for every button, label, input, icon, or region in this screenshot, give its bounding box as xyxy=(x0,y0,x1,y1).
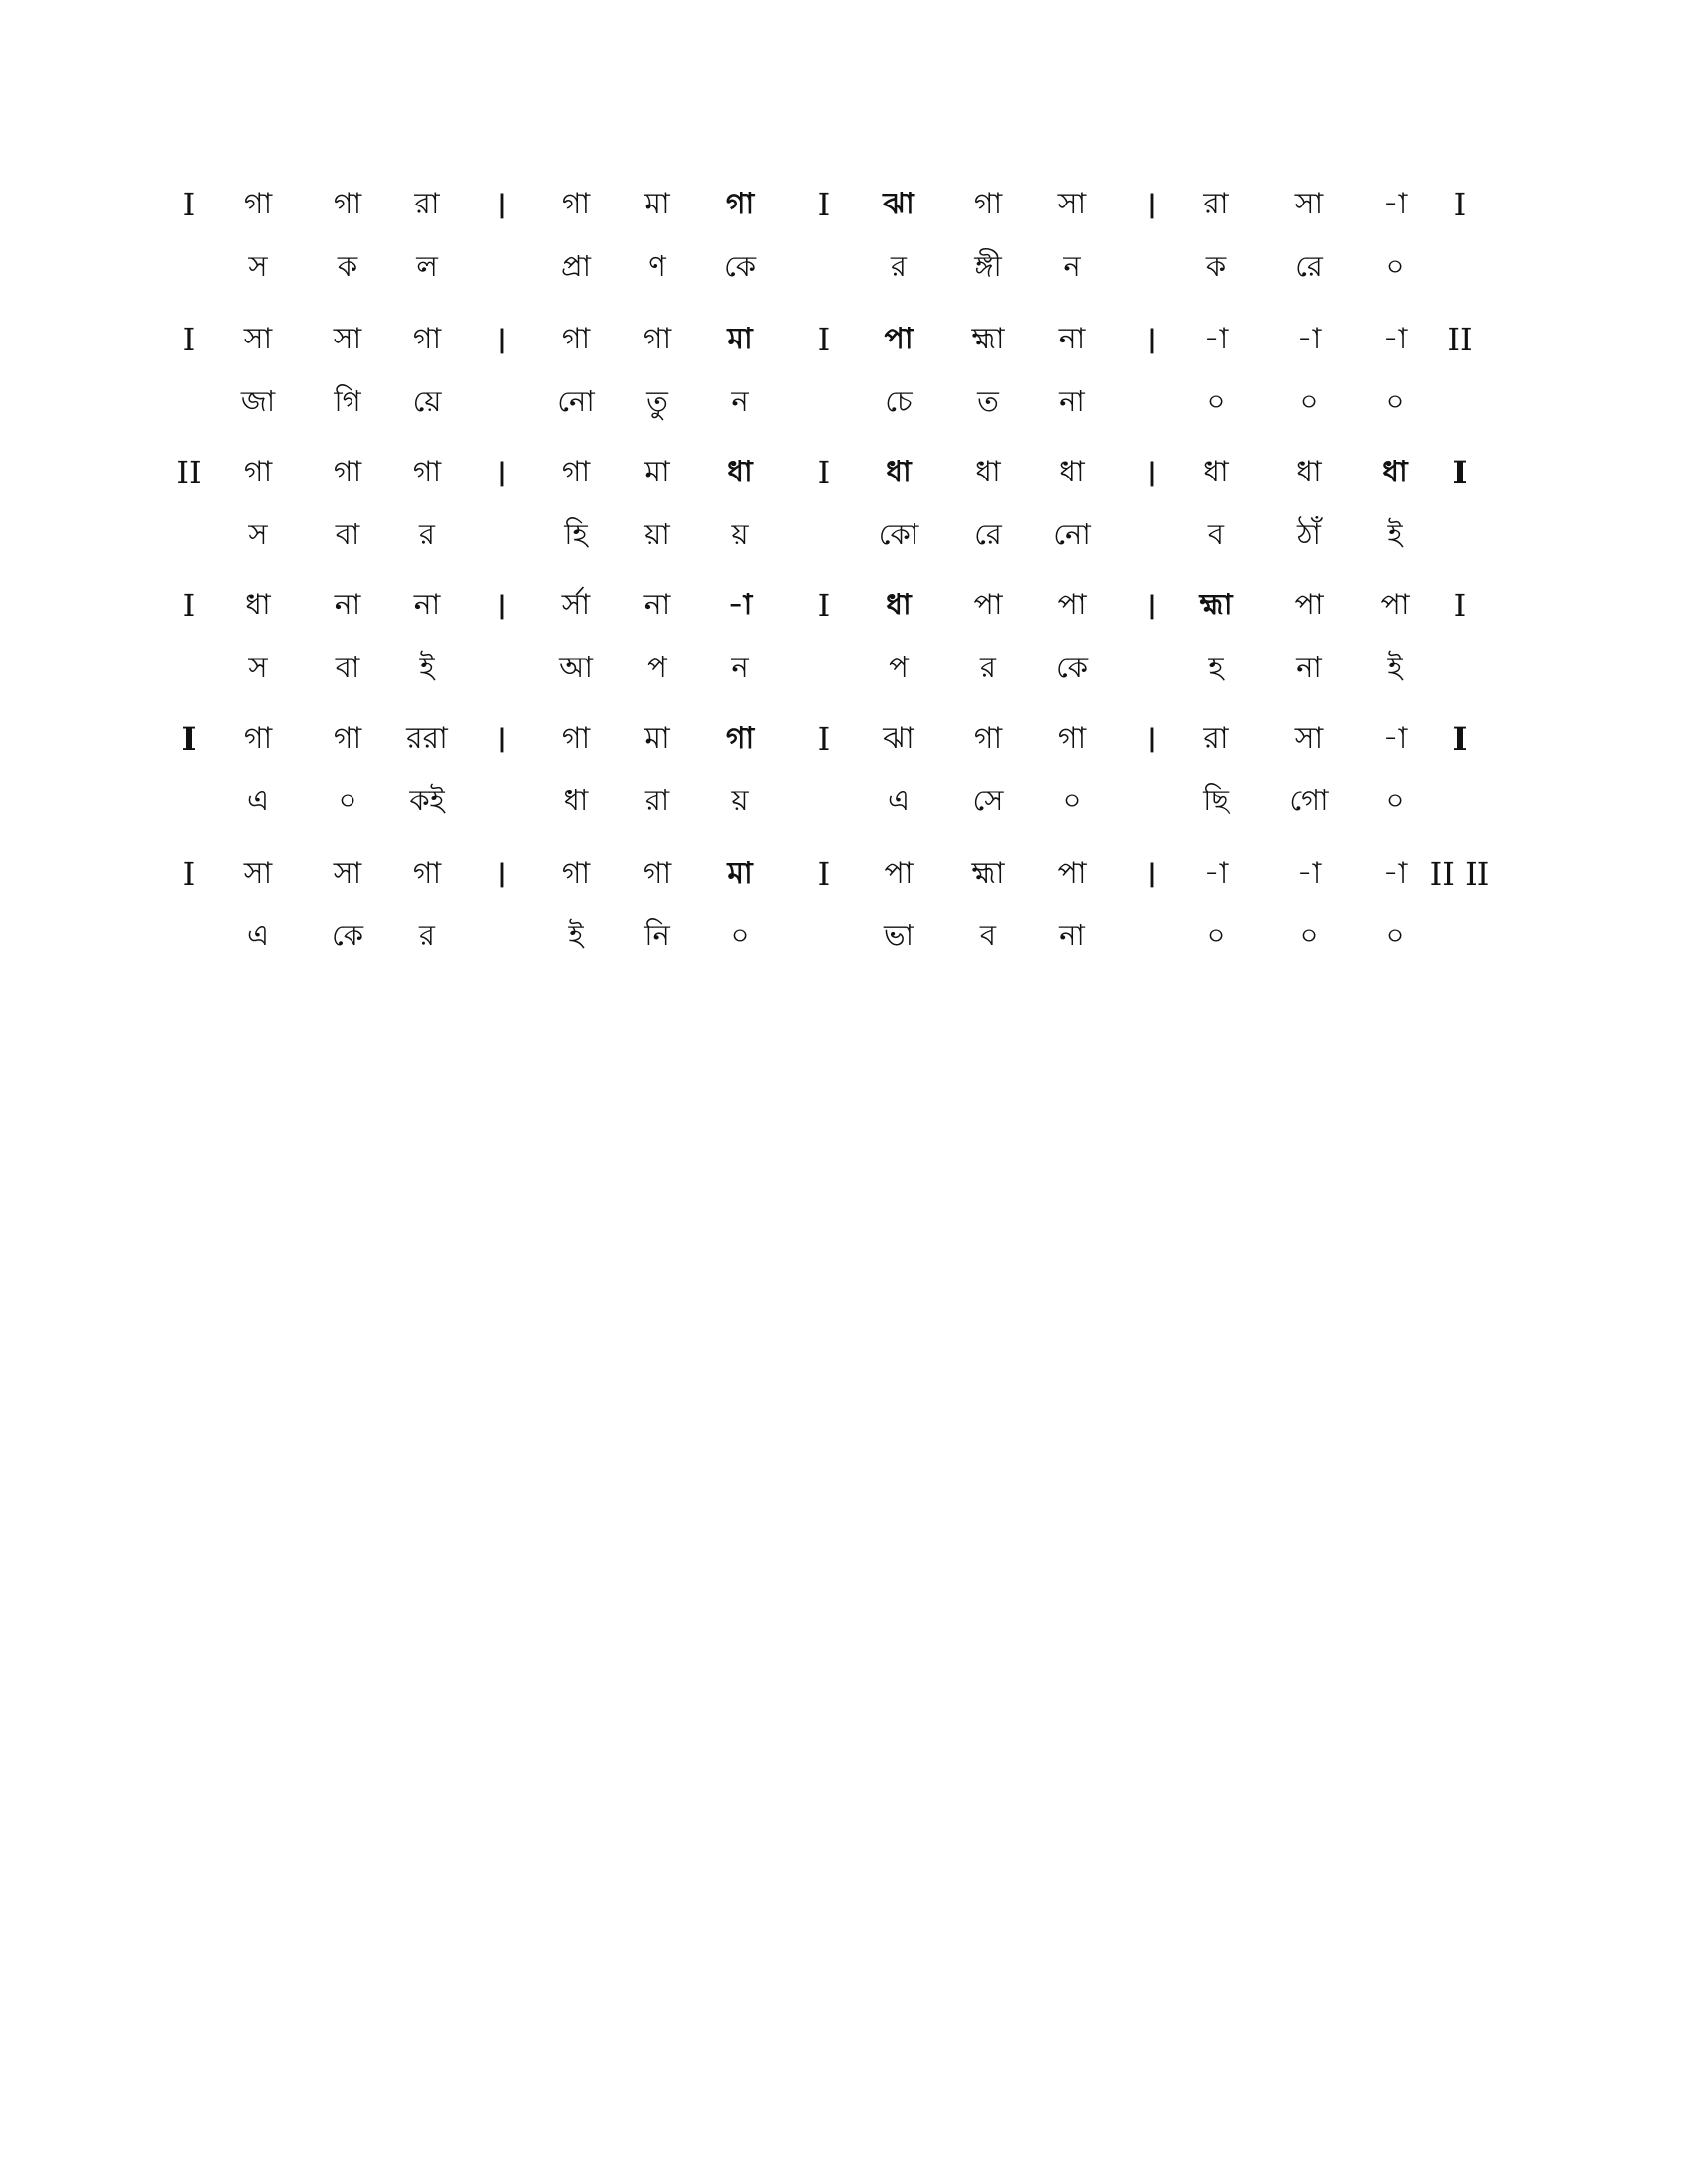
lyric-syllable: ভা xyxy=(883,918,914,952)
swara-note: ঝা xyxy=(883,721,914,755)
lyric-syllable: ন xyxy=(731,384,749,418)
lyric-syllable: ব xyxy=(979,918,997,952)
swara-note: গা xyxy=(412,322,442,356)
swara-note: হ্মা xyxy=(1199,588,1233,622)
swara-note: গা xyxy=(243,187,273,221)
lyric-syllable: ক xyxy=(1205,249,1227,283)
swara-note: গা xyxy=(642,322,672,356)
lyric-syllable: গি xyxy=(334,384,361,418)
bar-line: I xyxy=(1452,454,1468,491)
beat-divider: | xyxy=(497,190,507,219)
lyric-syllable: বা xyxy=(335,650,360,684)
lyric-syllable: য় xyxy=(731,783,749,817)
lyric-syllable: গো xyxy=(1289,783,1329,817)
lyric-syllable: ০ xyxy=(1385,918,1405,952)
swara-note: গা xyxy=(561,322,591,356)
lyric-syllable: প্রা xyxy=(560,249,592,283)
lyric-syllable: কো xyxy=(878,517,919,551)
swara-note: মা xyxy=(644,455,670,489)
lyric-syllable: ০ xyxy=(1385,783,1405,817)
swara-note: -া xyxy=(727,588,753,622)
lyric-syllable: এ xyxy=(246,783,270,817)
lyric-syllable: নি xyxy=(644,918,670,952)
swara-note: ধা xyxy=(1382,455,1408,489)
swara-note: গা xyxy=(973,187,1003,221)
lyric-syllable: বা xyxy=(335,517,360,551)
lyric-syllable: ০ xyxy=(1062,783,1082,817)
swara-note: গা xyxy=(243,455,273,489)
bar-line: I xyxy=(817,454,831,491)
swara-note: সা xyxy=(333,322,362,356)
swara-line xyxy=(0,586,1688,645)
bar-line: I xyxy=(182,186,196,223)
swara-note: রা xyxy=(414,187,440,221)
swara-note: গা xyxy=(642,856,672,890)
lyric-syllable: এ xyxy=(246,918,270,952)
lyric-syllable: ধা xyxy=(563,783,589,817)
swara-note: ধা xyxy=(1296,455,1322,489)
bar-line: I xyxy=(817,720,831,757)
swara-note: পা xyxy=(884,856,914,890)
swara-note: মা xyxy=(644,187,670,221)
swara-note: মা xyxy=(644,721,670,755)
lyric-syllable: স xyxy=(248,517,268,551)
lyric-syllable: রা xyxy=(644,783,670,817)
swara-note: পা xyxy=(1380,588,1410,622)
swara-note: -া xyxy=(1203,856,1229,890)
swara-note: ধা xyxy=(975,455,1001,489)
swara-note: -া xyxy=(1296,322,1322,356)
swara-note: ঝা xyxy=(883,187,914,221)
lyric-syllable: হ xyxy=(1208,650,1224,684)
bar-line: I xyxy=(1453,186,1467,223)
swara-note: গা xyxy=(333,455,362,489)
bar-line: I xyxy=(817,321,831,358)
swara-note: সা xyxy=(1057,187,1087,221)
beat-divider: | xyxy=(497,859,507,888)
lyric-syllable: না xyxy=(1059,918,1085,952)
lyric-syllable: আ xyxy=(559,650,593,684)
swara-line xyxy=(0,719,1688,778)
lyric-syllable: ০ xyxy=(1206,384,1226,418)
lyric-syllable: র xyxy=(891,249,907,283)
lyric-syllable: র xyxy=(419,517,435,551)
lyric-syllable: ত xyxy=(977,384,999,418)
bar-line: II xyxy=(176,454,202,491)
swara-note: গা xyxy=(725,187,755,221)
swara-note: সা xyxy=(333,856,362,890)
beat-divider: | xyxy=(497,458,507,487)
lyric-syllable: য় xyxy=(731,517,749,551)
lyric-syllable: চে xyxy=(885,384,913,418)
swara-note: পা xyxy=(973,588,1003,622)
swara-note: হ্মা xyxy=(971,322,1005,356)
lyric-syllable: কে xyxy=(723,249,757,283)
lyric-syllable: ঠাঁ xyxy=(1297,517,1321,551)
lyric-syllable: নো xyxy=(557,384,595,418)
swara-line xyxy=(0,854,1688,913)
swara-note: না xyxy=(413,588,441,622)
swara-note: -া xyxy=(1382,721,1408,755)
lyric-syllable: ০ xyxy=(730,918,750,952)
swara-note: গা xyxy=(243,721,273,755)
swara-note: গা xyxy=(333,721,362,755)
swara-note: পা xyxy=(1057,856,1087,890)
lyric-syllable: না xyxy=(1059,384,1085,418)
lyric-syllable: ই xyxy=(1387,650,1403,684)
swara-line xyxy=(0,320,1688,379)
beat-divider: | xyxy=(1147,458,1157,487)
bar-line: I xyxy=(1453,587,1467,624)
lyric-syllable: নো xyxy=(1054,517,1091,551)
beat-divider: | xyxy=(1147,859,1157,888)
swara-note: না xyxy=(643,588,671,622)
lyric-syllable: কে xyxy=(331,918,364,952)
swara-note: গা xyxy=(333,187,362,221)
swara-note: গা xyxy=(1057,721,1087,755)
lyric-line xyxy=(0,381,1688,441)
bar-line: I xyxy=(182,855,196,892)
swara-note: র্সা xyxy=(561,588,591,622)
lyric-line xyxy=(0,514,1688,574)
lyric-syllable: এ xyxy=(887,783,911,817)
swara-note: মা xyxy=(727,322,753,356)
swara-note: ধা xyxy=(1203,455,1229,489)
lyric-syllable: ০ xyxy=(1206,918,1226,952)
swara-note: -া xyxy=(1382,856,1408,890)
swara-line xyxy=(0,185,1688,244)
swara-note: সা xyxy=(1294,721,1324,755)
swara-note: মা xyxy=(727,856,753,890)
bar-line: I xyxy=(817,855,831,892)
lyric-syllable: স xyxy=(248,650,268,684)
lyric-line xyxy=(0,647,1688,707)
lyric-syllable: ০ xyxy=(338,783,357,817)
bar-line: I xyxy=(1452,720,1468,757)
swara-note: -া xyxy=(1382,322,1408,356)
bar-line: I xyxy=(181,720,197,757)
swara-note: হ্মা xyxy=(971,856,1005,890)
swara-note: ধা xyxy=(1059,455,1085,489)
beat-divider: | xyxy=(497,724,507,753)
lyric-syllable: রে xyxy=(974,517,1002,551)
swara-note: সা xyxy=(243,322,273,356)
lyric-line xyxy=(0,246,1688,306)
bar-line: II II xyxy=(1429,855,1490,892)
lyric-syllable: ঙ্গী xyxy=(974,249,1002,283)
lyric-syllable: র xyxy=(419,918,435,952)
lyric-syllable: ই xyxy=(568,918,584,952)
bar-line: I xyxy=(182,321,196,358)
lyric-syllable: ০ xyxy=(1299,918,1319,952)
lyric-syllable: য়া xyxy=(644,517,670,551)
swara-note: ররা xyxy=(406,721,448,755)
lyric-line xyxy=(0,915,1688,975)
swara-note: -া xyxy=(1382,187,1408,221)
swara-note: গা xyxy=(561,856,591,890)
swara-note: ধা xyxy=(886,455,912,489)
swara-note: না xyxy=(1058,322,1086,356)
bar-line: II xyxy=(1447,321,1473,358)
lyric-syllable: সে xyxy=(972,783,1004,817)
swara-note: সা xyxy=(1294,187,1324,221)
lyric-syllable: প xyxy=(889,650,909,684)
lyric-syllable: ছি xyxy=(1203,783,1229,817)
beat-divider: | xyxy=(1147,591,1157,620)
lyric-syllable: স xyxy=(248,249,268,283)
lyric-syllable: ণ xyxy=(648,249,666,283)
swara-note: রা xyxy=(1203,187,1229,221)
lyric-syllable: ০ xyxy=(1299,384,1319,418)
swara-note: গা xyxy=(412,856,442,890)
lyric-syllable: রে xyxy=(1295,249,1323,283)
swara-note: পা xyxy=(1294,588,1324,622)
lyric-syllable: ক xyxy=(337,249,358,283)
lyric-syllable: ০ xyxy=(1385,384,1405,418)
bar-line: I xyxy=(817,587,831,624)
swara-note: পা xyxy=(884,322,914,356)
lyric-syllable: ল xyxy=(416,249,438,283)
lyric-syllable: কই xyxy=(409,783,445,817)
beat-divider: | xyxy=(1147,724,1157,753)
swara-note: গা xyxy=(412,455,442,489)
swara-note: গা xyxy=(725,721,755,755)
beat-divider: | xyxy=(1147,190,1157,219)
lyric-syllable: কে xyxy=(1055,650,1089,684)
lyric-syllable: য়ে xyxy=(412,384,442,418)
lyric-syllable: জা xyxy=(240,384,276,418)
swara-line xyxy=(0,453,1688,512)
lyric-syllable: র xyxy=(980,650,996,684)
swara-note: ধা xyxy=(245,588,271,622)
lyric-syllable: ব xyxy=(1207,517,1225,551)
swara-note: গা xyxy=(561,721,591,755)
lyric-syllable: ন xyxy=(731,650,749,684)
beat-divider: | xyxy=(497,325,507,354)
swara-note: না xyxy=(334,588,361,622)
swara-note: রা xyxy=(1203,721,1229,755)
lyric-line xyxy=(0,780,1688,840)
swara-note: গা xyxy=(561,455,591,489)
swara-note: পা xyxy=(1057,588,1087,622)
lyric-syllable: ই xyxy=(1387,517,1403,551)
lyric-syllable: ই xyxy=(419,650,435,684)
lyric-syllable: না xyxy=(1296,650,1322,684)
lyric-syllable: হি xyxy=(564,517,588,551)
bar-line: I xyxy=(817,186,831,223)
lyric-syllable: ন xyxy=(1063,249,1081,283)
swara-note: গা xyxy=(561,187,591,221)
beat-divider: | xyxy=(497,591,507,620)
swara-note: ধা xyxy=(727,455,753,489)
swara-note: সা xyxy=(243,856,273,890)
lyric-syllable: ০ xyxy=(1385,249,1405,283)
lyric-syllable: প xyxy=(647,650,667,684)
swara-note: ধা xyxy=(886,588,912,622)
swara-note: গা xyxy=(973,721,1003,755)
lyric-syllable: তু xyxy=(646,384,668,418)
beat-divider: | xyxy=(1147,325,1157,354)
swara-note: -া xyxy=(1296,856,1322,890)
swara-note: -া xyxy=(1203,322,1229,356)
bar-line: I xyxy=(182,587,196,624)
